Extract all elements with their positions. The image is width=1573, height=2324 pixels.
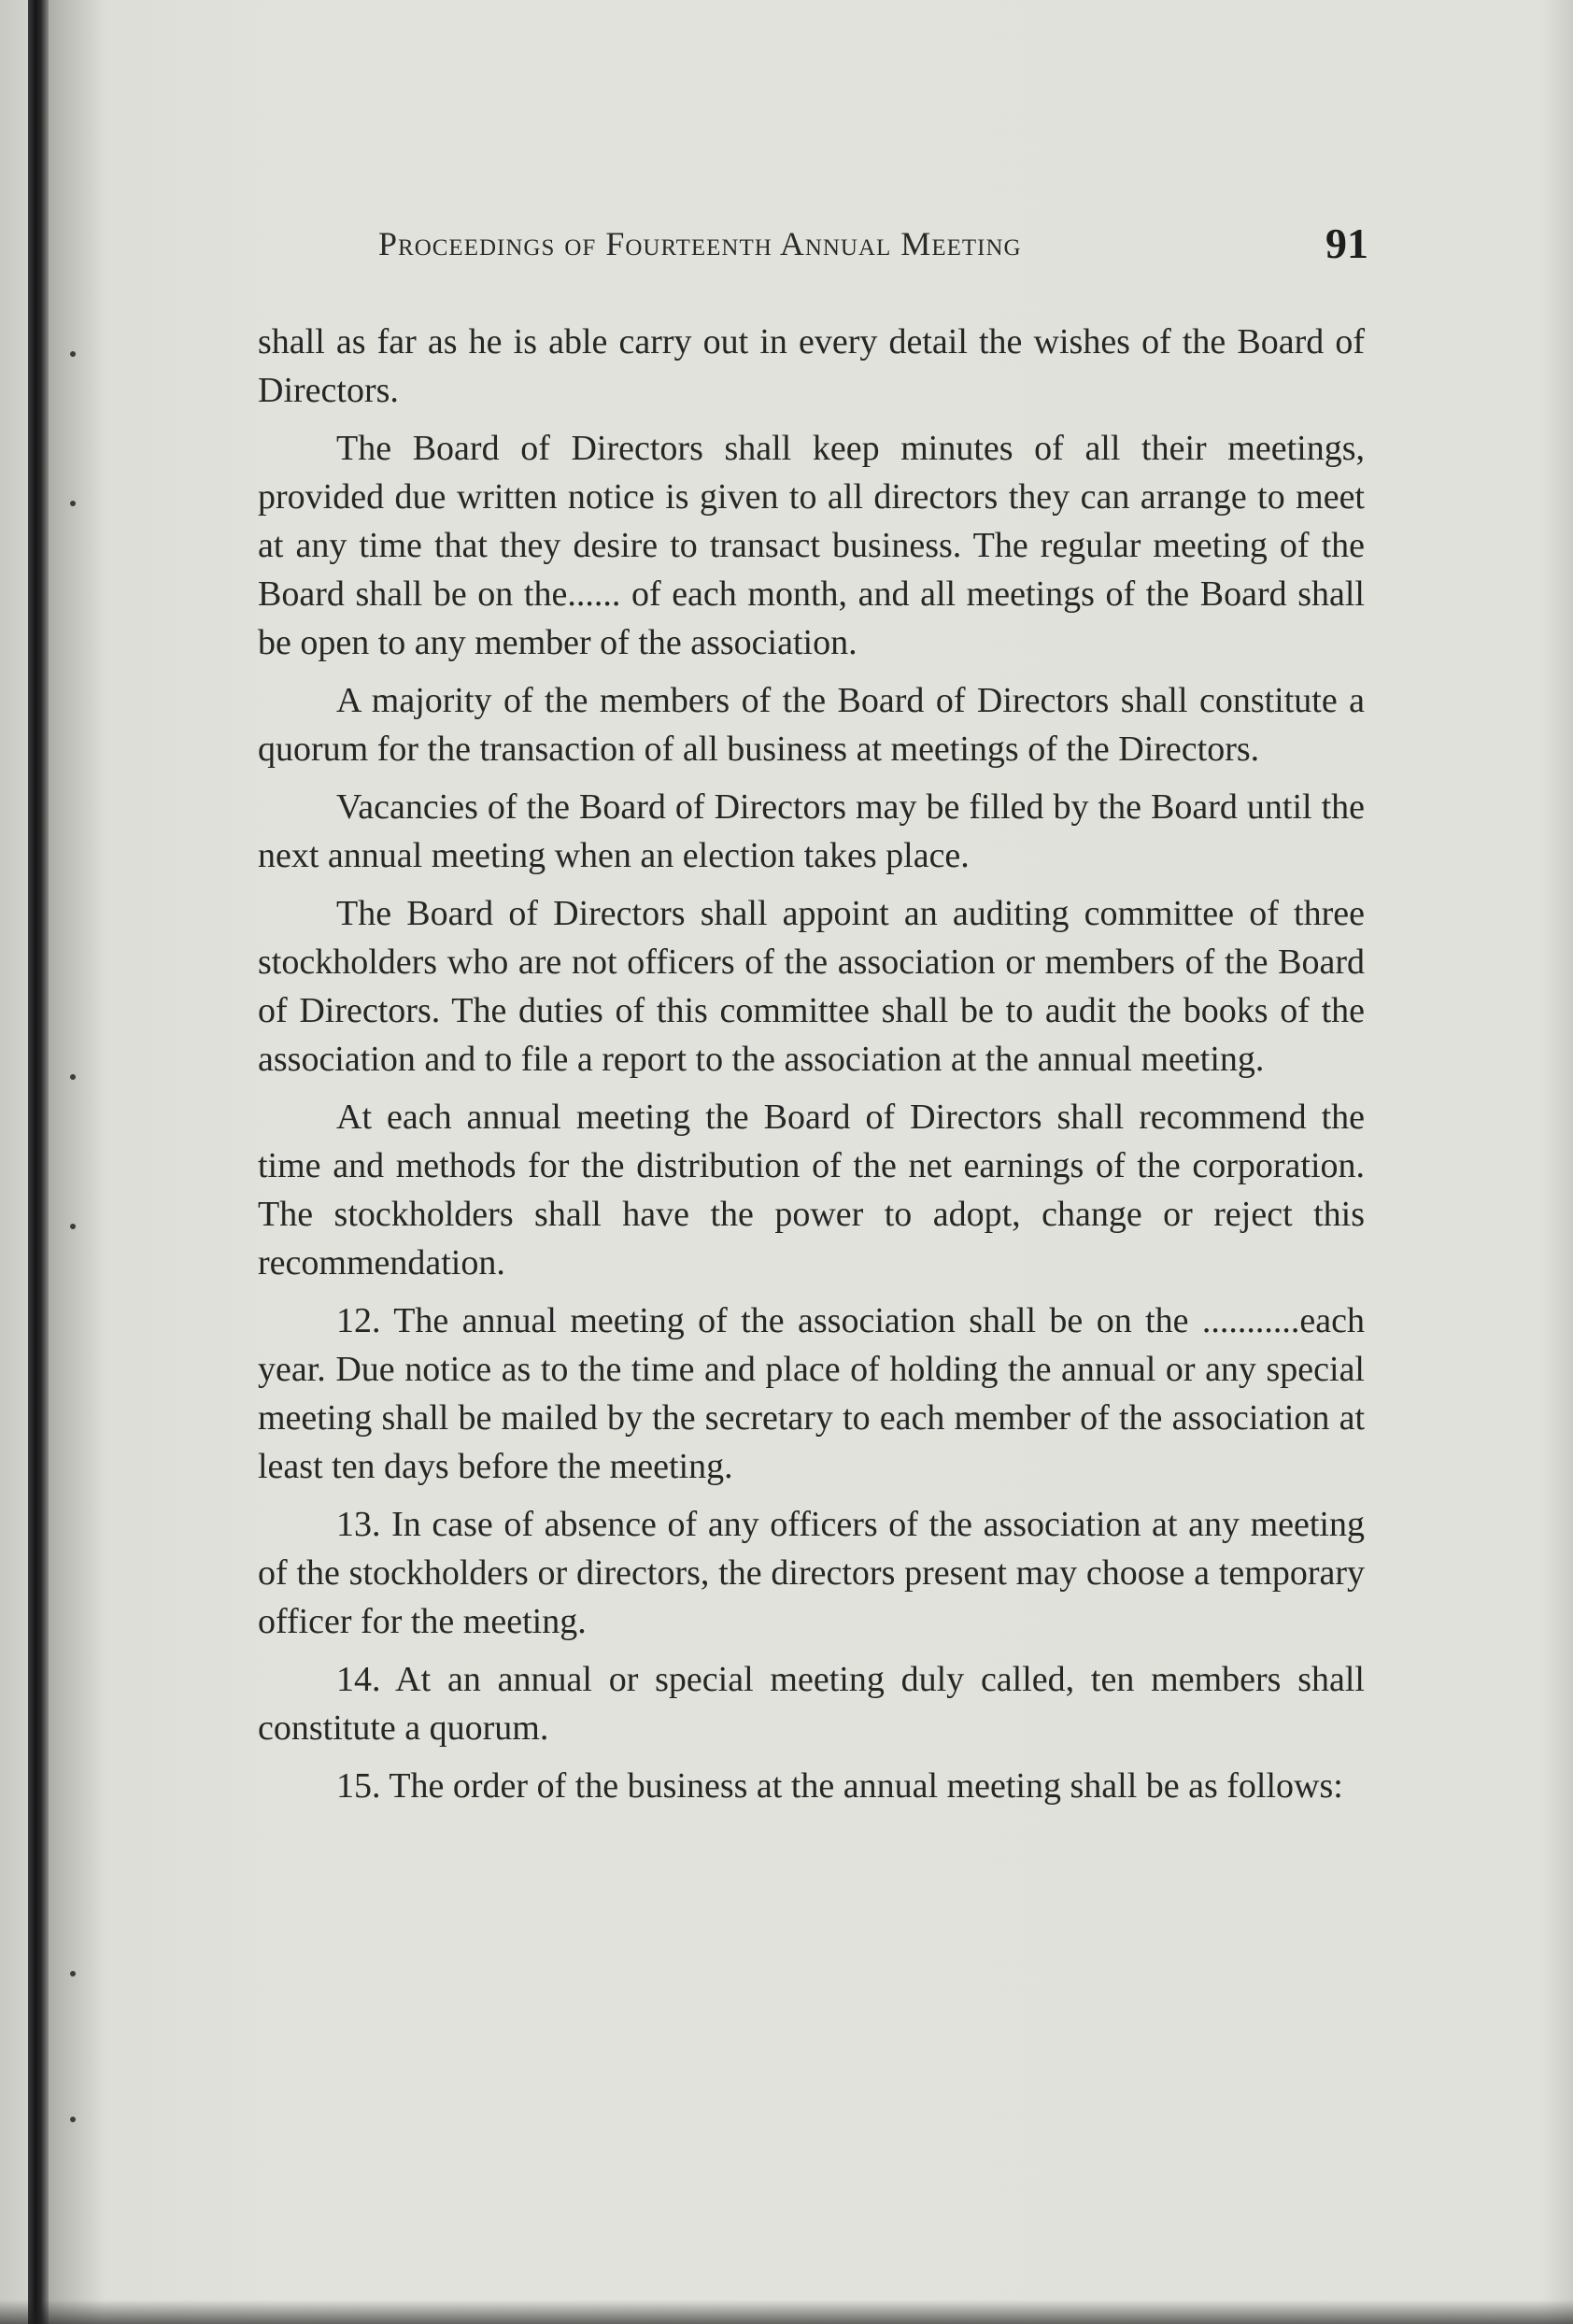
dust-speck — [70, 501, 76, 506]
page-number: 91 — [1325, 220, 1368, 267]
page-bottom-edge — [0, 2300, 1573, 2324]
paragraph-section-13: 13. In case of absence of any officers of the association at any meeting of the stockholders or directors, the directors present may choose a temporary officer for the meeting. — [258, 1505, 1365, 1641]
paragraph-section-15: 15. The order of the business at the annual meeting shall be as follows: — [336, 1766, 1343, 1806]
paragraph-vacancies: Vacancies of the Board of Directors may be filled by the Board until the next annual meeting when an election takes place. — [258, 787, 1365, 875]
paragraph-section-14: 14. At an annual or special meeting duly called, ten members shall constitute a quorum. — [258, 1660, 1365, 1748]
paragraph-board-minutes: The Board of Directors shall keep minutes of all their meetings, provided due written notice is given to all directors they can arrange to meet at any time that they desire to transact business. The regular meeting of the Board shall be on the...... of each month, and all meetings of the Board shall be open to any member of the association. — [258, 429, 1365, 662]
body-text — [258, 318, 1365, 1820]
book-binding-edge — [28, 0, 49, 2324]
binding-shadow — [49, 0, 105, 2324]
running-head-title: Proceedings of Fourteenth Annual Meeting — [378, 225, 1022, 262]
paragraph-net-earnings: At each annual meeting the Board of Directors shall recommend the time and methods for the distribution of the net earnings of the corporation. The stockholders shall have the power to adopt, change or reject this recommendation. — [258, 1098, 1365, 1282]
dust-speck — [70, 351, 76, 357]
running-head — [378, 220, 1368, 280]
dust-speck — [70, 2117, 76, 2122]
paragraph-quorum-directors: A majority of the members of the Board of Directors shall constitute a quorum for the transaction of all business at meetings of the Directors. — [258, 681, 1365, 769]
paragraph-continuation: shall as far as he is able carry out in every detail the wishes of the Board of Directors. — [258, 322, 1365, 410]
dust-speck — [70, 1074, 76, 1080]
paragraph-section-12: 12. The annual meeting of the association shall be on the ...........each year. Due notice as to the time and place of holding the annual or any special meeting shall be mailed by the secretary to each member of the association at least ten days before the meeting. — [258, 1301, 1365, 1486]
dust-speck — [70, 1224, 76, 1229]
dust-speck — [70, 1971, 76, 1977]
page-right-edge — [1541, 0, 1573, 2324]
paragraph-auditing-committee: The Board of Directors shall appoint an auditing committee of three stockholders who are not officers of the association or members of the Board of Directors. The duties of this committee shall be to audit the books of the association and to file a report to the association at the annual meeting. — [258, 894, 1365, 1079]
